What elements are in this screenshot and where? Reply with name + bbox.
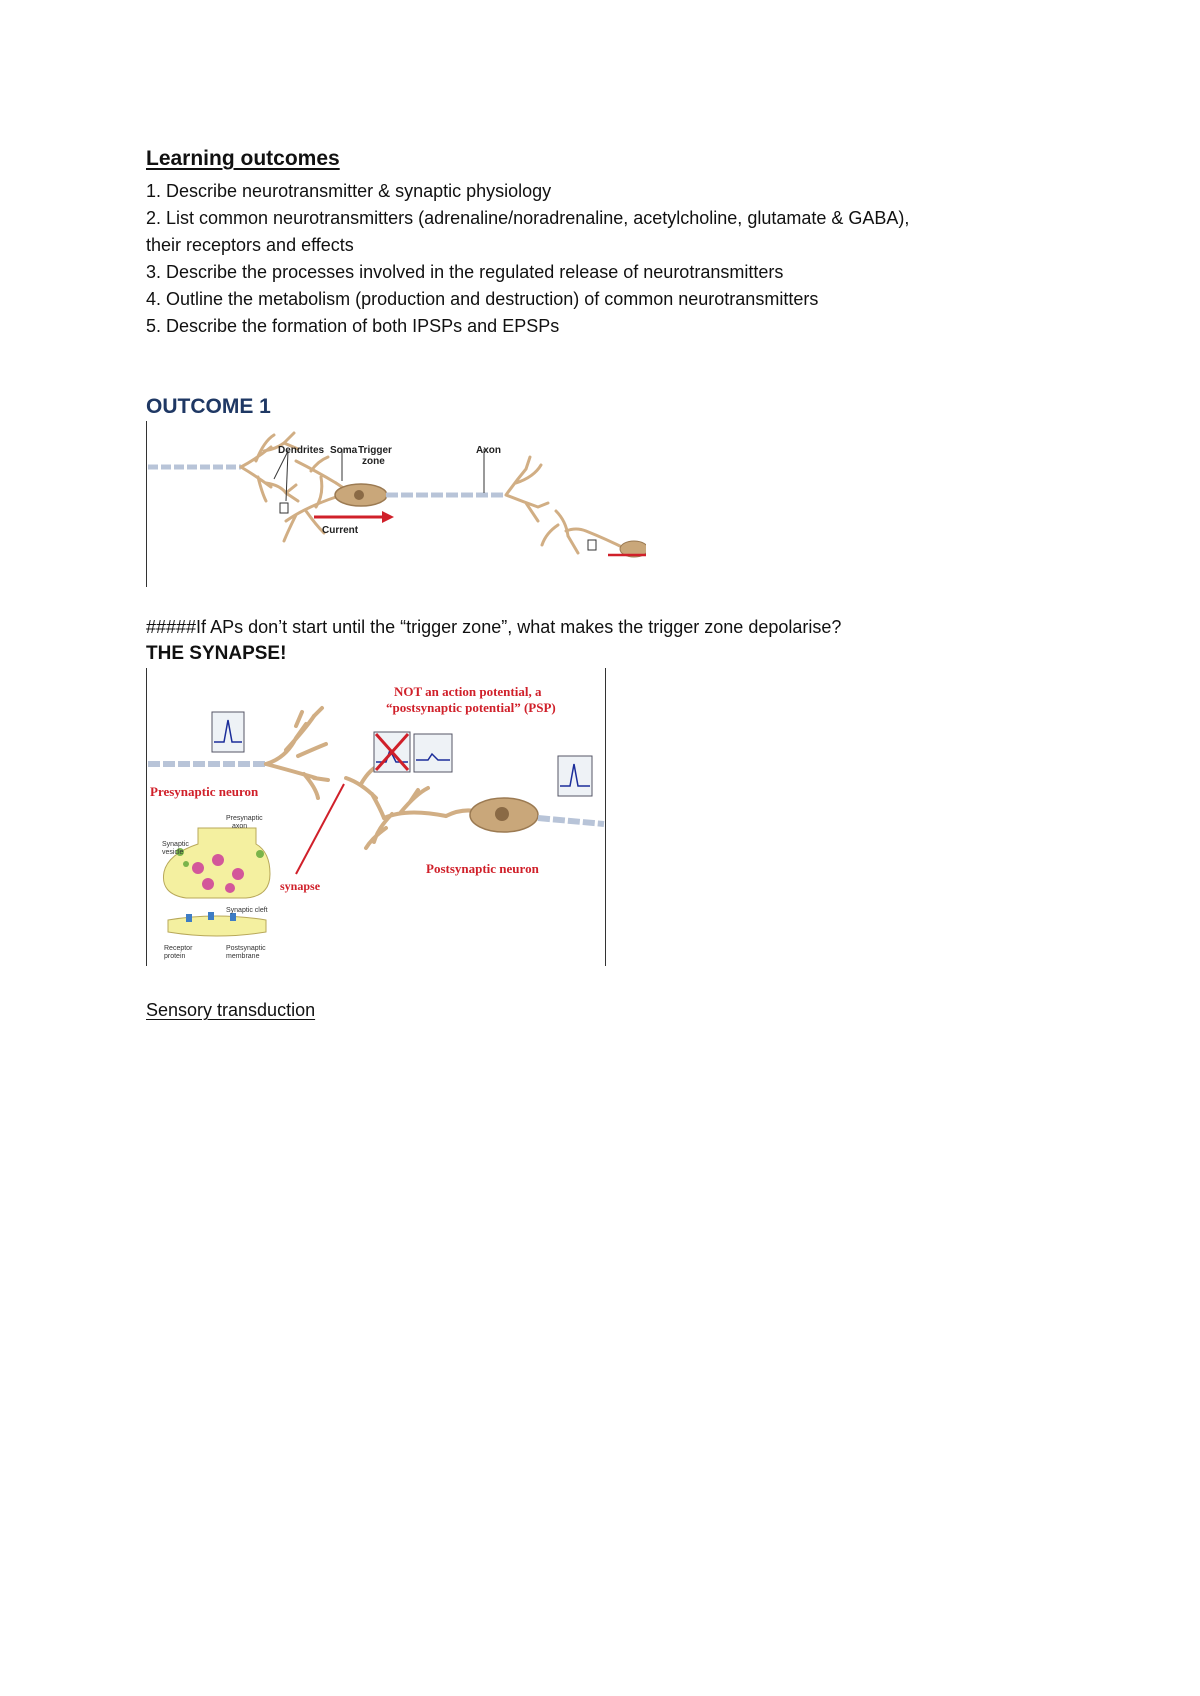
postsynaptic-membrane-label: Postsynaptic bbox=[226, 945, 266, 952]
sensory-transduction-heading: Sensory transduction bbox=[146, 1000, 316, 1020]
current-label: Current bbox=[322, 525, 359, 536]
presynaptic-neuron-label: Presynaptic neuron bbox=[150, 784, 259, 799]
not-ap-label: NOT an action potential, a bbox=[394, 684, 542, 699]
receptor-label: Receptor bbox=[164, 945, 193, 952]
dendrites-label: Dendrites bbox=[278, 445, 325, 456]
trigger-zone-label: Trigger bbox=[358, 445, 392, 456]
question-text: #####If APs don’t start until the “trigger zone”, what makes the trigger zone depolarise? bbox=[146, 617, 842, 637]
neuron-diagram bbox=[146, 421, 646, 587]
presynaptic-axon-label: Presynaptic bbox=[226, 815, 263, 822]
axon-label: Axon bbox=[476, 445, 501, 456]
trigger-zone-label-2: zone bbox=[362, 456, 385, 467]
list-item: 3. Describe the processes involved in the regulated release of neurotransmitters bbox=[146, 262, 784, 282]
postsynaptic-membrane-label-2: membrane bbox=[226, 953, 260, 960]
postsynaptic-neuron-label: Postsynaptic neuron bbox=[426, 861, 539, 876]
vesicle-label-2: vesicle bbox=[162, 849, 184, 856]
synapse-heading: THE SYNAPSE! bbox=[146, 643, 287, 664]
learning-outcomes-heading: Learning outcomes bbox=[146, 147, 340, 170]
learning-outcomes-list bbox=[146, 178, 1046, 340]
psp-label: “postsynaptic potential” (PSP) bbox=[386, 700, 556, 715]
outcome-1-heading: OUTCOME 1 bbox=[146, 395, 271, 418]
list-item: their receptors and effects bbox=[146, 235, 354, 255]
soma-label: Soma bbox=[330, 445, 358, 456]
list-item: 1. Describe neurotransmitter & synaptic physiology bbox=[146, 181, 552, 201]
list-item: 2. List common neurotransmitters (adrenaline/noradrenaline, acetylcholine, glutamate & GABA), bbox=[146, 208, 910, 228]
current-arrow-icon bbox=[382, 511, 394, 523]
cleft-label: Synaptic cleft bbox=[226, 907, 268, 914]
synapse-label: synapse bbox=[280, 879, 321, 893]
presynaptic-axon-label-2: axon bbox=[232, 823, 248, 830]
synapse-diagram bbox=[146, 668, 606, 966]
vesicle-label: Synaptic bbox=[162, 841, 189, 848]
list-item: 5. Describe the formation of both IPSPs and EPSPs bbox=[146, 316, 560, 336]
list-item: 4. Outline the metabolism (production and destruction) of common neurotransmitters bbox=[146, 289, 819, 309]
receptor-label-2: protein bbox=[164, 953, 186, 960]
